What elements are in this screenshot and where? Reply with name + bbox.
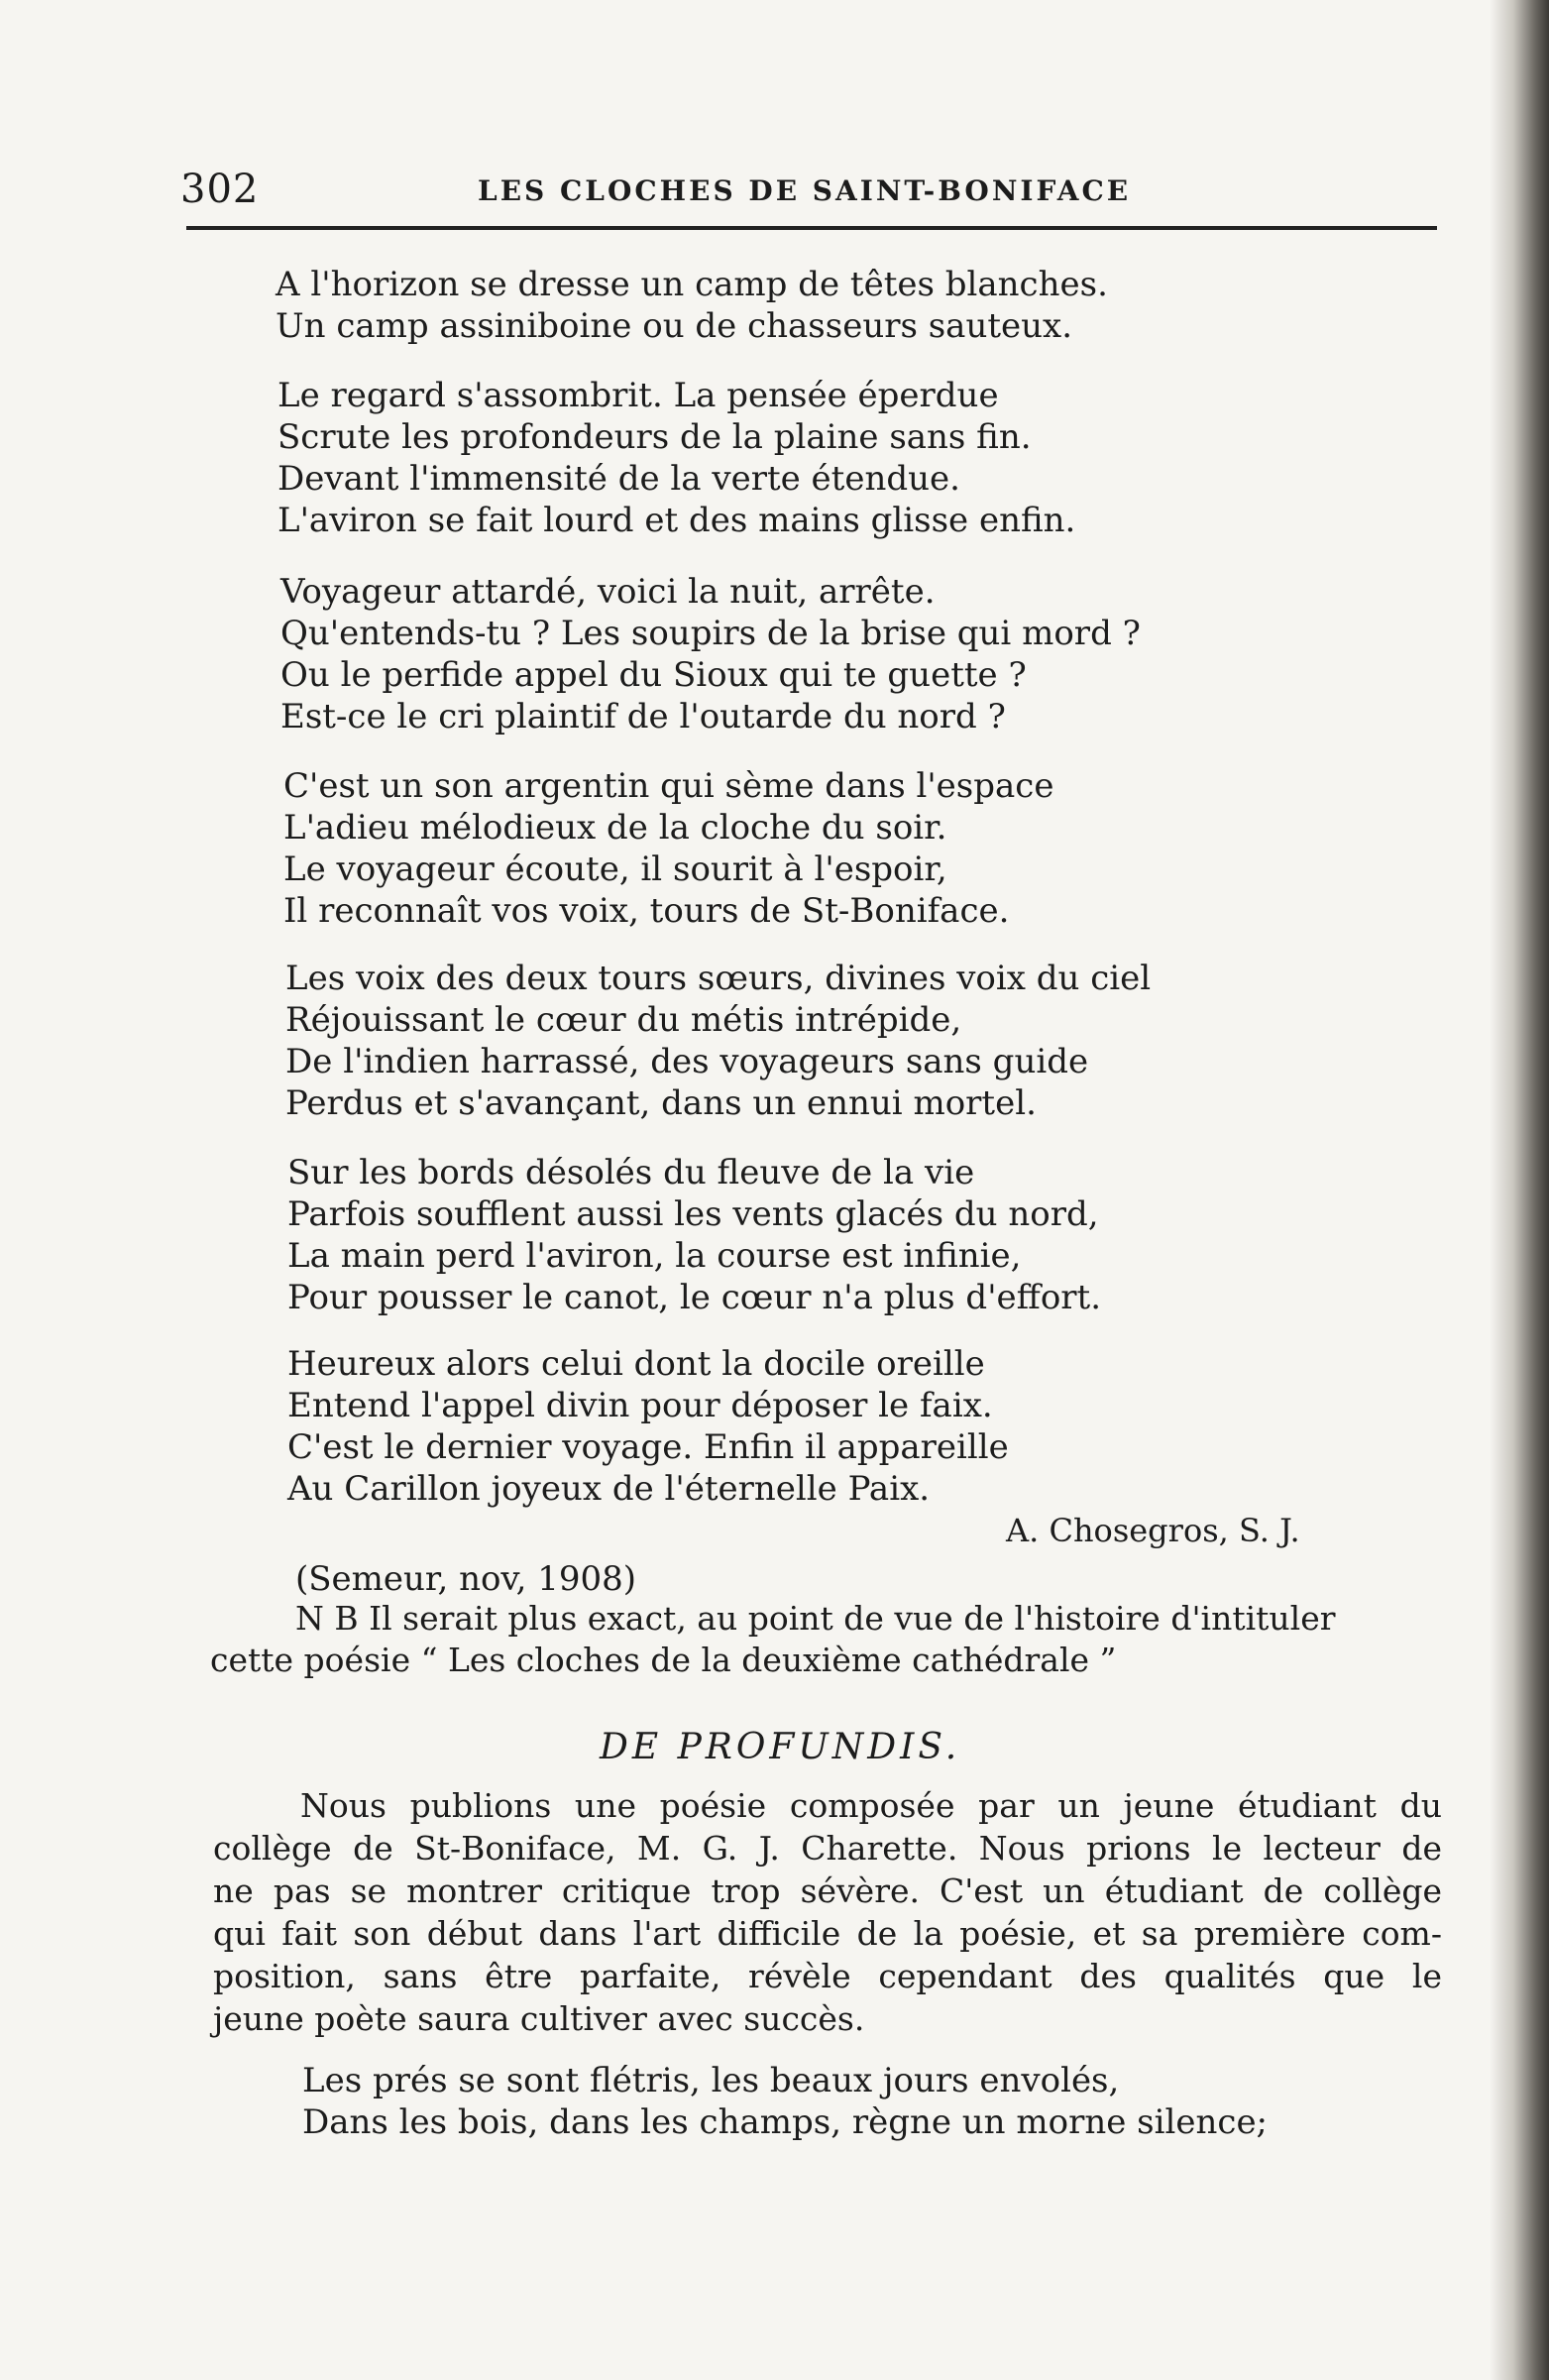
page-edge-shadow (1490, 0, 1549, 2380)
poem-stanza (285, 958, 1151, 1124)
poem-line: L'adieu mélodieux de la cloche du soir. (283, 808, 947, 848)
poem-line: Qu'entends-tu ? Les soupirs de la brise qui mord ? (280, 614, 1141, 653)
poem-line: Réjouissant le cœur du métis intrépide, (285, 1000, 962, 1040)
intro-paragraph (213, 1784, 1442, 2040)
poem-line: Pour pousser le canot, le cœur n'a plus d'effort. (287, 1278, 1102, 1317)
poem-line: C'est un son argentin qui sème dans l'espace (283, 766, 1054, 806)
poem-stanza (283, 765, 1053, 932)
paragraph-line: Nous publions une poésie composée par un jeune étudiant du (300, 1786, 1442, 1825)
poem-line: Le regard s'assombrit. La pensée éperdue (277, 376, 999, 415)
poem-line: Il reconnaît vos voix, tours de St-Boniface. (283, 891, 1010, 931)
poem-stanza (277, 375, 1075, 541)
poem-line: Entend l'appel divin pour déposer le faix. (287, 1386, 993, 1425)
poem-line: Dans les bois, dans les champs, règne un morne silence; (302, 2102, 1269, 2142)
poem-line: Parfois soufflent aussi les vents glacés du nord, (287, 1194, 1099, 1234)
poem-line: A l'horizon se dresse un camp de têtes blanches. (276, 265, 1108, 304)
poem-line: Les voix des deux tours sœurs, divines voix du ciel (285, 959, 1152, 998)
poem-line: Perdus et s'avançant, dans un ennui mortel. (285, 1083, 1037, 1123)
header-rule (186, 226, 1437, 230)
poem-line: Ou le perfide appel du Sioux qui te guette ? (280, 655, 1027, 695)
paragraph-line: qui fait son début dans l'art difficile de la poésie, et sa première com- (213, 1914, 1442, 1953)
poem-line: L'aviron se fait lourd et des mains glisse enfin. (277, 501, 1076, 540)
paragraph-line: collège de St-Boniface, M. G. J. Charette. Nous prions le lecteur de (213, 1829, 1442, 1868)
poem-line: Heureux alors celui dont la docile oreille (287, 1344, 985, 1384)
poem-line: De l'indien harrassé, des voyageurs sans guide (285, 1042, 1089, 1081)
page-header (180, 167, 1449, 216)
page-number: 302 (180, 167, 260, 212)
poem-signature: A. Chosegros, S. J. (1006, 1512, 1300, 1549)
section-heading: DE PROFUNDIS. (600, 1727, 961, 1767)
poem-line: La main perd l'aviron, la course est infinie, (287, 1236, 1022, 1276)
nb-note-line: N B Il serait plus exact, au point de vue de l'histoire d'intituler (295, 1599, 1336, 1638)
running-title: LES CLOCHES DE SAINT-BONIFACE (478, 174, 1132, 207)
poem-line: Au Carillon joyeux de l'éternelle Paix. (287, 1469, 931, 1509)
poem-stanza (287, 1343, 1009, 1510)
poem-line: Les prés se sont flétris, les beaux jours envolés, (302, 2061, 1120, 2100)
paragraph-line: position, sans être parfaite, révèle cependant des qualités que le (213, 1957, 1442, 1995)
nb-note-line: cette poésie “ Les cloches de la deuxième cathédrale ” (210, 1641, 1117, 1679)
poem-line: Est-ce le cri plaintif de l'outarde du nord ? (280, 697, 1006, 737)
source-note: (Semeur, nov, 1908) (295, 1559, 637, 1599)
paragraph-line: ne pas se montrer critique trop sévère. C'est un étudiant de collège (213, 1871, 1442, 1910)
poem-line: Sur les bords désolés du fleuve de la vie (287, 1153, 975, 1192)
poem-line: Devant l'immensité de la verte étendue. (277, 459, 960, 499)
paragraph-line: jeune poète saura cultiver avec succès. (213, 1999, 865, 2038)
poem-line: Voyageur attardé, voici la nuit, arrête. (280, 572, 936, 612)
poem-line: Le voyageur écoute, il sourit à l'espoir, (283, 850, 947, 889)
poem-line: C'est le dernier voyage. Enfin il appareille (287, 1427, 1009, 1467)
poem-line: Un camp assiniboine ou de chasseurs sauteux. (276, 306, 1073, 346)
poem2-stanza (302, 2060, 1268, 2143)
poem-stanza (276, 264, 1108, 347)
poem-stanza (280, 571, 1141, 737)
poem-line: Scrute les profondeurs de la plaine sans fin. (277, 417, 1032, 457)
poem-stanza (287, 1152, 1101, 1318)
